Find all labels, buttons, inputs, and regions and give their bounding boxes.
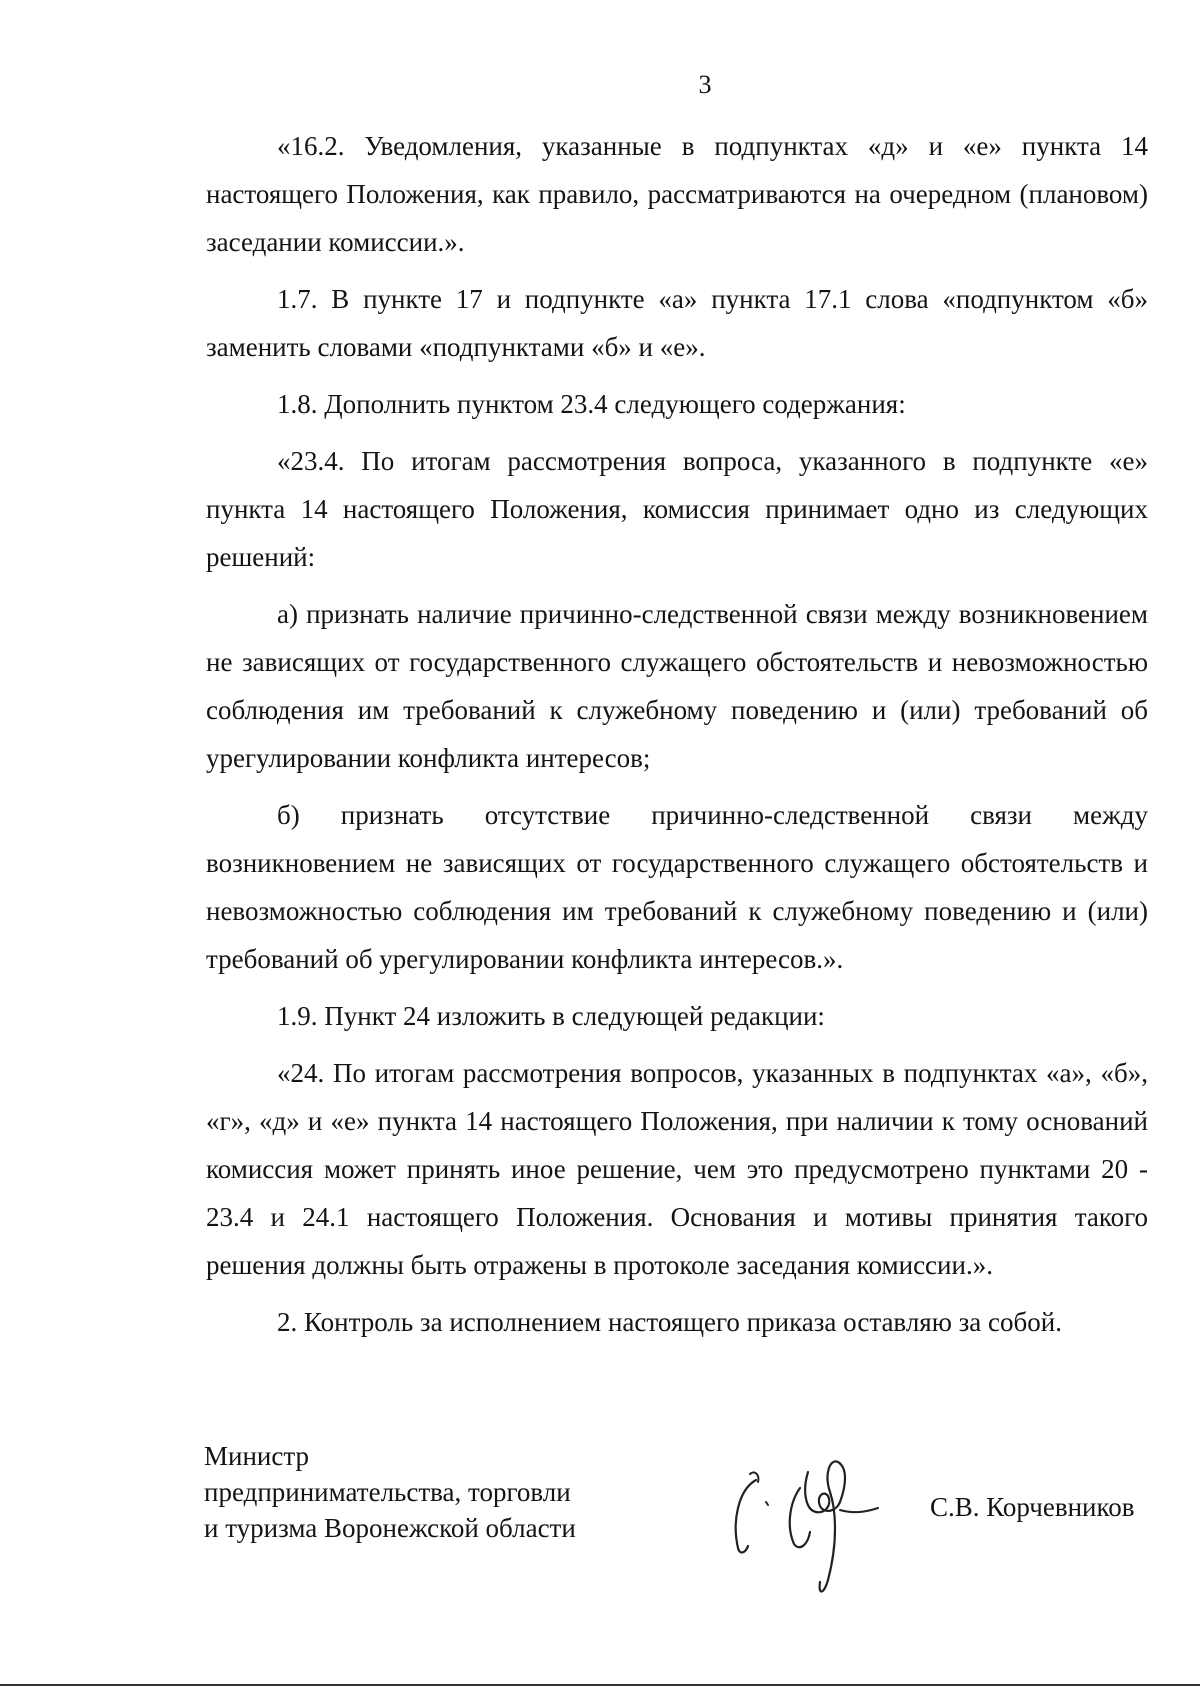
paragraph-item-b: б) признать отсутствие причинно-следственной связи между возникновением не зависящих от государственного служащего обстоятельств и невозможностью соблюдения им требований к служебному поведению и (или) требований об урегулировании конфликта интересов.». xyxy=(206,800,1148,974)
handwritten-signature xyxy=(720,1452,920,1602)
paragraph-23-4: «23.4. По итогам рассмотрения вопроса, указанного в подпункте «е» пункта 14 настоящего Положения, комиссия принимает одно из следующих решений: xyxy=(206,446,1148,572)
position-line: Министр xyxy=(204,1441,309,1471)
signatory-position xyxy=(204,1438,576,1546)
page-number: 3 xyxy=(698,70,712,99)
paragraph-1-9: 1.9. Пункт 24 изложить в следующей редакции: xyxy=(277,1001,825,1031)
paragraph-2-control: 2. Контроль за исполнением настоящего приказа оставляю за собой. xyxy=(277,1307,1062,1337)
document-body xyxy=(206,122,1148,1355)
paragraph-16-2: «16.2. Уведомления, указанные в подпунктах «д» и «е» пункта 14 настоящего Положения, как правило, рассматриваются на очередном (плановом) заседании комиссии.». xyxy=(206,131,1148,257)
paragraph-1-7: 1.7. В пункте 17 и подпункте «а» пункта 17.1 слова «подпунктом «б» заменить словами «подпунктами «б» и «е». xyxy=(206,284,1148,362)
position-line: и туризма Воронежской области xyxy=(204,1513,576,1543)
position-line: предпринимательства, торговли xyxy=(204,1477,571,1507)
paragraph-1-8: 1.8. Дополнить пунктом 23.4 следующего содержания: xyxy=(277,389,906,419)
bottom-edge-line xyxy=(0,1684,1200,1686)
paragraph-24: «24. По итогам рассмотрения вопросов, указанных в подпунктах «а», «б», «г», «д» и «е» пункта 14 настоящего Положения, при наличии к тому оснований комиссия может принять иное решение, чем это предусмотрено пунктами 20 - 23.4 и 24.1 настоящего Положения. Основания и мотивы принятия такого решения должны быть отражены в протоколе заседания комиссии.». xyxy=(206,1058,1148,1280)
paragraph-item-a: а) признать наличие причинно-следственной связи между возникновением не зависящих от государственного служащего обстоятельств и невозможностью соблюдения им требований к служебному поведению и (или) требований об урегулировании конфликта интересов; xyxy=(206,599,1148,773)
signatory-name: С.В. Корчевников xyxy=(930,1492,1135,1522)
